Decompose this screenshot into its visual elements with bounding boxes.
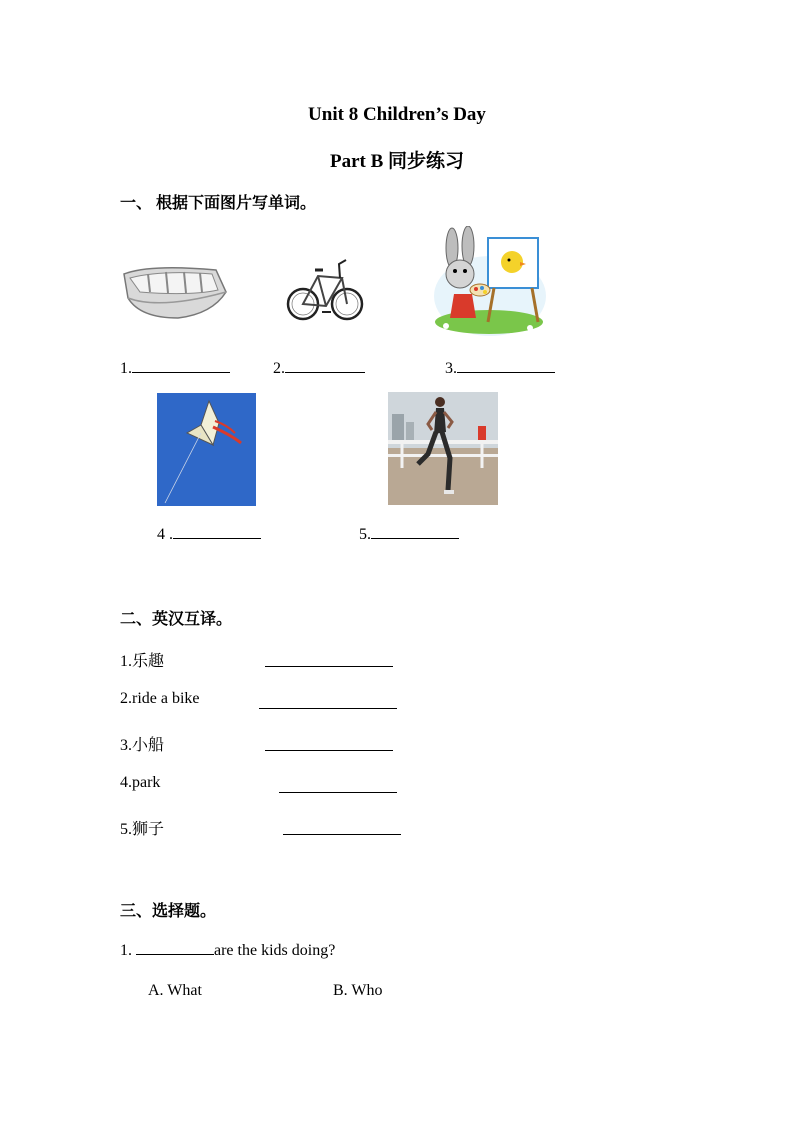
rabbit-painting-icon bbox=[432, 226, 546, 336]
option-b[interactable]: B. Who bbox=[333, 982, 383, 999]
running-woman-icon bbox=[388, 392, 498, 505]
kite-icon bbox=[157, 393, 256, 506]
answer-blank[interactable] bbox=[371, 524, 459, 539]
section-1-heading: 一、 根据下面图片写单词。 bbox=[120, 195, 317, 212]
translation-item-3-blank[interactable] bbox=[265, 736, 393, 751]
translation-item-4-blank[interactable] bbox=[279, 778, 397, 793]
question-1 bbox=[120, 940, 335, 960]
option-a[interactable]: A. What bbox=[148, 982, 202, 999]
answer-number: 3. bbox=[445, 360, 457, 377]
translation-item-2-blank[interactable] bbox=[259, 694, 397, 709]
answer-line-1[interactable] bbox=[120, 358, 230, 378]
translation-item-4-label: 4.park bbox=[120, 774, 161, 791]
boat-icon bbox=[120, 262, 230, 324]
page-subtitle: Part B 同步练习 bbox=[329, 151, 465, 172]
translation-item-3-label: 3.小船 bbox=[120, 737, 165, 754]
answer-line-2[interactable] bbox=[273, 358, 365, 378]
section-2-heading: 二、英汉互译。 bbox=[120, 611, 233, 628]
answer-blank[interactable] bbox=[173, 524, 261, 539]
answer-line-4[interactable] bbox=[157, 524, 261, 544]
answer-number: 2. bbox=[273, 360, 285, 377]
answer-blank[interactable] bbox=[457, 358, 555, 373]
section-3-heading: 三、选择题。 bbox=[120, 903, 217, 920]
bicycle-icon bbox=[286, 252, 364, 328]
answer-blank[interactable] bbox=[285, 358, 365, 373]
answer-blank[interactable] bbox=[132, 358, 230, 373]
answer-line-5[interactable] bbox=[359, 524, 459, 544]
translation-item-2-label: 2.ride a bike bbox=[120, 690, 200, 707]
question-blank[interactable] bbox=[136, 940, 214, 955]
question-number: 1. bbox=[120, 942, 132, 959]
question-text: are the kids doing? bbox=[214, 942, 336, 959]
translation-item-1-blank[interactable] bbox=[265, 652, 393, 667]
answer-number: 4 . bbox=[157, 526, 173, 543]
translation-item-5-blank[interactable] bbox=[283, 820, 401, 835]
translation-item-1-label: 1.乐趣 bbox=[120, 653, 165, 670]
answer-number: 1. bbox=[120, 360, 132, 377]
page-title: Unit 8 Children’s Day bbox=[308, 104, 486, 125]
answer-line-3[interactable] bbox=[445, 358, 555, 378]
translation-item-5-label: 5.狮子 bbox=[120, 821, 165, 838]
answer-number: 5. bbox=[359, 526, 371, 543]
